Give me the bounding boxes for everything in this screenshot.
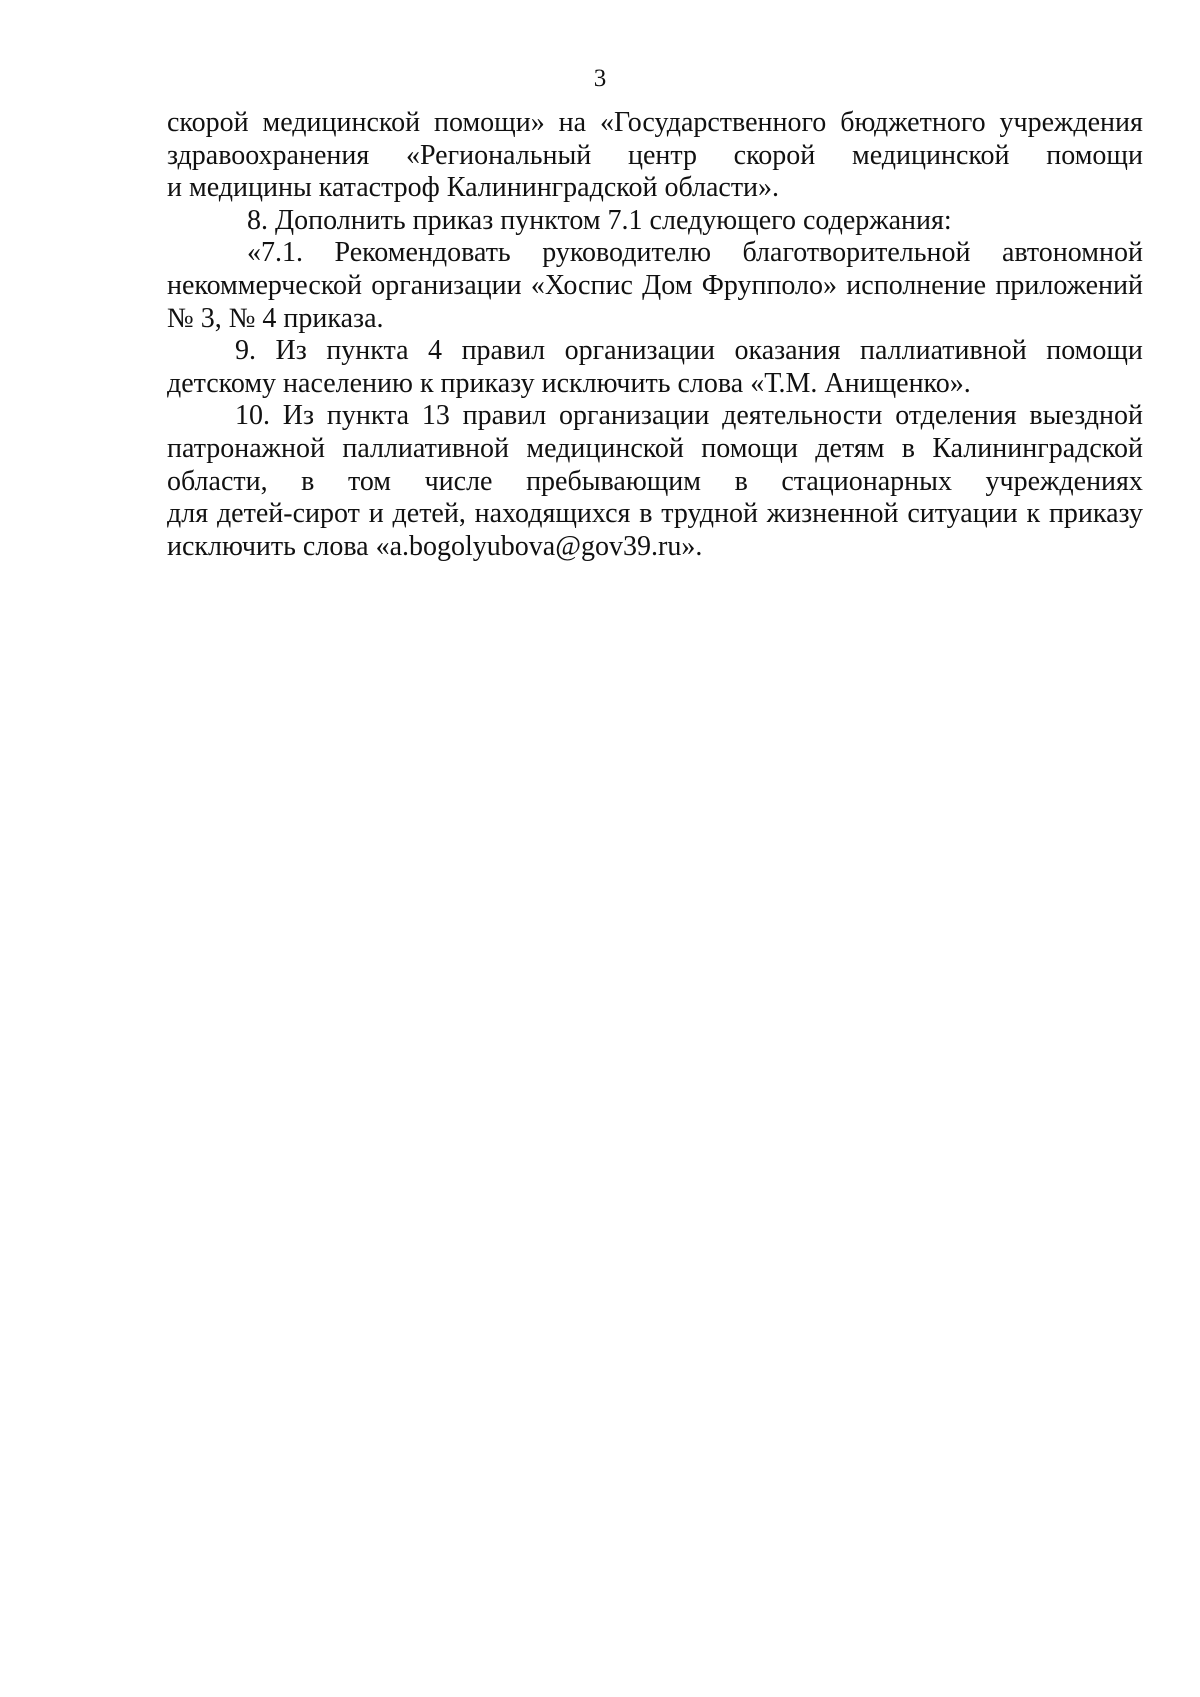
word: пункта <box>326 335 409 367</box>
text-line: детскому населению к приказу исключить слова «Т.М. Анищенко». <box>167 367 971 399</box>
text-line: исключить слова «a.bogolyubova@gov39.ru». <box>167 530 703 562</box>
text-line: № 3, № 4 приказа. <box>167 302 384 334</box>
word: выездной <box>1029 400 1143 432</box>
word: числе <box>424 465 493 497</box>
word: помощи <box>1046 335 1143 367</box>
text-line <box>167 498 1143 531</box>
word: к <box>1026 498 1041 530</box>
word: организации <box>559 400 710 432</box>
word: ситуации <box>907 498 1018 530</box>
word: благотворительной <box>742 237 971 269</box>
word: «Государственного <box>599 107 827 138</box>
word: приложений <box>995 269 1143 301</box>
word: «7.1. <box>247 237 303 269</box>
word: медицинской <box>851 139 1010 171</box>
word: находящихся <box>474 498 631 530</box>
word: организации <box>564 335 715 367</box>
word: центр <box>627 139 697 171</box>
paragraph-9-line <box>167 335 1143 368</box>
word: руководителю <box>542 237 712 269</box>
paragraph-10-line <box>167 400 1143 433</box>
word: организации <box>371 269 522 301</box>
word: пункта <box>326 400 410 432</box>
word: трудной <box>661 498 758 530</box>
word: в <box>639 498 653 530</box>
word: на <box>558 107 587 138</box>
word: Из <box>275 335 307 367</box>
word: медицинской <box>262 107 421 138</box>
word: здравоохранения <box>167 139 370 171</box>
word: помощи» <box>434 107 545 138</box>
word: помощи <box>701 432 798 464</box>
text-line <box>167 140 1143 173</box>
word: пребывающим <box>526 465 701 497</box>
text-line <box>167 433 1143 466</box>
word: Фрупполо» <box>701 269 838 301</box>
word: правил <box>462 400 547 432</box>
word: детей-сирот <box>216 498 360 530</box>
word: для <box>167 498 209 530</box>
text-line: и медицины катастроф Калининградской области». <box>167 172 780 204</box>
word: паллиативной <box>859 335 1027 367</box>
word: том <box>347 465 392 497</box>
word: патронажной <box>167 432 325 464</box>
word: скорой <box>733 139 816 171</box>
word: Дом <box>642 269 693 301</box>
word: учреждения <box>999 107 1143 138</box>
word: правил <box>461 335 546 367</box>
word: Калининградской <box>932 432 1143 464</box>
word: в <box>301 465 315 497</box>
word: некоммерческой <box>167 269 363 301</box>
word: 9. <box>235 335 256 367</box>
page-number: 3 <box>593 65 607 92</box>
word: автономной <box>1001 237 1143 269</box>
word: оказания <box>734 335 841 367</box>
word: и <box>368 498 384 530</box>
word: «Региональный <box>405 139 592 171</box>
text-line <box>167 270 1143 303</box>
word: детям <box>815 432 885 464</box>
word: 13 <box>421 400 450 432</box>
word: медицинской <box>526 432 684 464</box>
word: в <box>901 432 915 464</box>
word: помощи <box>1046 139 1143 171</box>
word: деятельности <box>722 400 883 432</box>
word: Из <box>282 400 315 432</box>
text-line <box>167 466 1143 499</box>
word: детей, <box>392 498 466 530</box>
word: в <box>734 465 748 497</box>
word: Рекомендовать <box>334 237 511 269</box>
paragraph-7-1-line <box>167 237 1143 270</box>
paragraph-8-line: 8. Дополнить приказ пунктом 7.1 следующего содержания: <box>247 204 952 236</box>
word: бюджетного <box>840 107 986 138</box>
word: скорой <box>167 107 249 138</box>
word: жизненной <box>766 498 899 530</box>
word: исполнение <box>846 269 987 301</box>
word: стационарных <box>781 465 952 497</box>
word: паллиативной <box>342 432 510 464</box>
word: области, <box>167 465 268 497</box>
word: «Хоспис <box>530 269 633 301</box>
document-body <box>167 107 1143 563</box>
word: 10. <box>235 400 270 432</box>
word: 4 <box>428 335 443 367</box>
text-line <box>167 107 1143 140</box>
word: учреждениях <box>985 465 1143 497</box>
word: приказу <box>1048 498 1143 530</box>
word: отделения <box>895 400 1017 432</box>
